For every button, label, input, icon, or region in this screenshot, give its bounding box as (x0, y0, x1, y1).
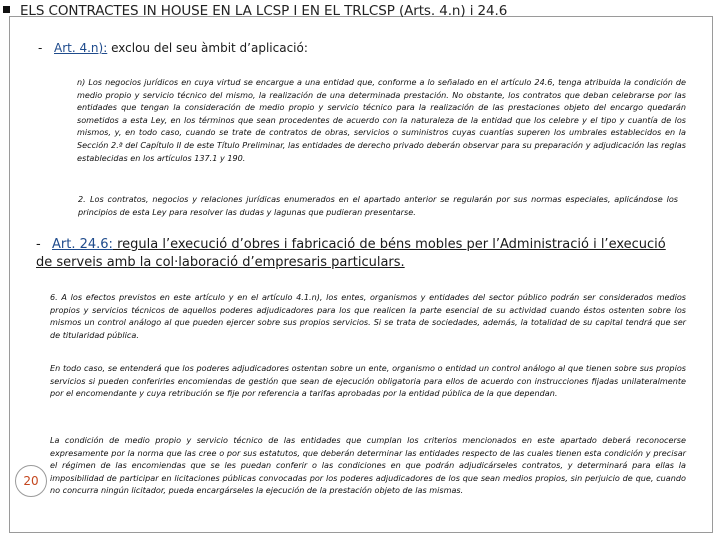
subheading-art-24-6 (36, 236, 676, 272)
quote-paragraph-condicion: La condición de medio propio y servicio técnico de las entidades que cumplan los criterios mencionados en este apartado deberá reconocerse expresamente por la norma que las cree o por sus estatutos, que deberán determinar las entidades respecto de las cuales tienen esta condición y precisar el régimen de las encomiendas que se les puedan conferir o las condiciones en que podrán adjudicárseles contratos, y determinará para ellas la imposibilidad de participar en licitaciones públicas convocadas por los poderes adjudicadores de los que sean medios propios, sin perjuicio de que, cuando no concurra ningún licitador, pueda encargárseles la ejecución de la prestación objeto de las mismas. (50, 435, 686, 496)
quote-paragraph-2-text: Los contratos, negocios y relaciones jurídicas enumerados en el apartado anterior se regularán por sus normas especiales, aplicándose los principios de esta Ley para resolver las dudas y lagunas que pudieran presentarse. (78, 194, 678, 217)
square-bullet-icon (3, 6, 10, 13)
quote-paragraph-n: n) Los negocios jurídicos en cuya virtud se encargue a una entidad que, conforme a lo señalado en el artículo 24.6, tenga atribuida la condición de medio propio y servicio técnico del mismo, la realización de una determinada prestación. No obstante, los contratos que deban celebrarse por las entidades que tengan la consideración de medio propio y servicio técnico para la realización de las prestaciones objeto del encargo quedarán sometidos a esta Ley, en los términos que sean procedentes de acuerdo con la naturaleza de la entidad que los celebre y el tipo y cuantía de los mismos, y, en todo caso, cuando se trate de contratos de obras, servicios o suministros cuyas cuantías superen los umbrales establecidos en la Sección 2.ª del Capítulo II de este Título Preliminar, las entidades de derecho privado deberán observar para su preparación y adjudicación las reglas establecidas en los artículos 137.1 y 190. (77, 77, 686, 163)
quote-number: 2. (78, 194, 86, 204)
dash-bullet: - (38, 41, 43, 55)
art-24-6-link[interactable]: Art. 24.6: (52, 237, 113, 252)
subheading-art-24-6-text: regula l’execució d’obres i fabricació de béns mobles per l’Administració i l’execució de serveis amb la col·laboració d’empresaris particulars. (36, 237, 666, 270)
slide-title-text: ELS CONTRACTES IN HOUSE EN LA LCSP I EN EL TRLCSP (Arts. 4.n) i 24.6 (20, 3, 508, 19)
quote-paragraph-control: En todo caso, se entenderá que los poderes adjudicadores ostentan sobre un ente, organismo o entidad un control análogo al que tienen sobre sus propios servicios si pueden conferirles encomiendas de gestión que sean de ejecución obligatoria para ellos de acuerdo con instrucciones fijadas unilateralmente por el encomendante y cuya retribución se fije por referencia a tarifas aprobadas por la entidad pública de la que dependan. (50, 363, 686, 399)
subheading-art-4n (38, 41, 308, 55)
art-4n-link[interactable]: Art. 4.n): (54, 41, 108, 55)
slide-title (3, 3, 507, 19)
subheading-art-4n-text: exclou del seu àmbit d’aplicació: (107, 41, 308, 55)
dash-bullet: - (36, 237, 41, 252)
quote-paragraph-6: 6. A los efectos previstos en este artículo y en el artículo 4.1.n), los entes, organismos y entidades del sector público podrán ser considerados medios propios y servicios técnicos de aquellos poderes adjudicadores para los que realicen la parte esencial de su actividad cuando éstos ostenten sobre los mismos un control análogo al que pueden ejercer sobre sus propios servicios. Si se trata de sociedades, además, la totalidad de su capital tendrá que ser de titularidad pública. (50, 292, 686, 340)
page-number-badge: 20 (15, 465, 47, 497)
quote-paragraph-2 (78, 193, 678, 218)
